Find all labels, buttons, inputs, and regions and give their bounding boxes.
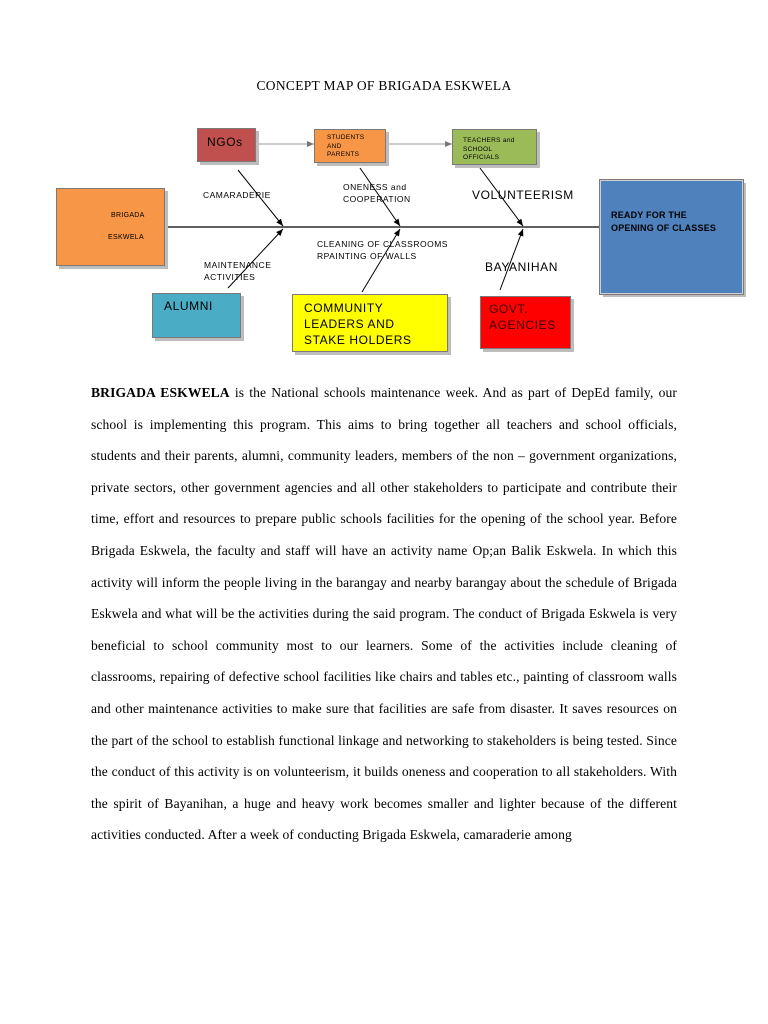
ngos-box xyxy=(197,128,256,162)
ready-for-opening-box xyxy=(600,180,743,294)
teachers-officials-label: TEACHERS and SCHOOL OFFICIALS xyxy=(463,137,515,161)
document-title: CONCEPT MAP OF BRIGADA ESKWELA xyxy=(256,78,512,93)
maintenance-activities-label: MAINTENANCE ACTIVITIES xyxy=(204,260,272,282)
alumni-box xyxy=(152,293,241,338)
students-parents-box xyxy=(314,129,386,163)
bayanihan-label: BAYANIHAN xyxy=(485,260,558,274)
brigada-label-2: ESKWELA xyxy=(108,234,144,241)
brigada-label-1: BRIGADA xyxy=(111,212,145,219)
teachers-officials-box xyxy=(452,129,537,165)
brigada-eskwela-box xyxy=(56,188,165,266)
body-text: is the National schools maintenance week. And as part of DepEd family, our school is implementing this program. This aims to bring together all teachers and school officials, students and their parents, alumni, community leaders, members of the non – government organizations, private sectors, other government agencies and all other stakeholders to participate and contribute their time, effort and resources to prepare public schools facilities for the opening of the school year. Before Brigada Eskwela, the faculty and staff will have an activity name Op;an Balik Eskwela. In which this activity will inform the people living in the barangay and nearby barangay about the schedule of Brigada Eskwela and what will be the activities during the said program. The conduct of Brigada Eskwela is very beneficial to school community most to our learners. Some of the activities include cleaning of classrooms, repairing of defective school facilities like chairs and tables etc., painting of classroom walls and other maintenance activities to make sure that facilities are safe from disaster. It saves resources on the part of the school to establish functional linkage and networking to stakeholders is being tested. Since the conduct of this activity is on volunteerism, it builds oneness and cooperation to all stakeholders. With the spirit of Bayanihan, a huge and heavy work becomes smaller and lighter because of the different activities conducted. After a week of conducting Brigada Eskwela, camaraderie among xyxy=(91,385,677,843)
body-paragraph xyxy=(91,377,677,851)
govt-agencies-box xyxy=(480,296,571,349)
ready-label: READY FOR THE OPENING OF CLASSES xyxy=(611,210,717,233)
volunteerism-label: VOLUNTEERISM xyxy=(472,188,574,202)
body-lead-term: BRIGADA ESKWELA xyxy=(91,385,230,400)
community-leaders-box xyxy=(292,294,448,352)
oneness-cooperation-label: ONENESS and COOPERATION xyxy=(343,182,411,204)
cleaning-painting-label: CLEANING OF CLASSROOMS RPAINTING OF WALLS xyxy=(317,239,448,261)
community-label: COMMUNITY LEADERS AND STAKE HOLDERS xyxy=(304,301,412,347)
students-parents-label: STUDENTS AND PARENTS xyxy=(327,134,365,158)
camaraderie-label: CAMARADERIE xyxy=(203,190,271,200)
govt-label: GOVT. AGENCIES xyxy=(489,302,556,332)
concept-map xyxy=(0,0,768,360)
ngos-label: NGOs xyxy=(207,135,243,149)
alumni-label: ALUMNI xyxy=(164,299,213,313)
